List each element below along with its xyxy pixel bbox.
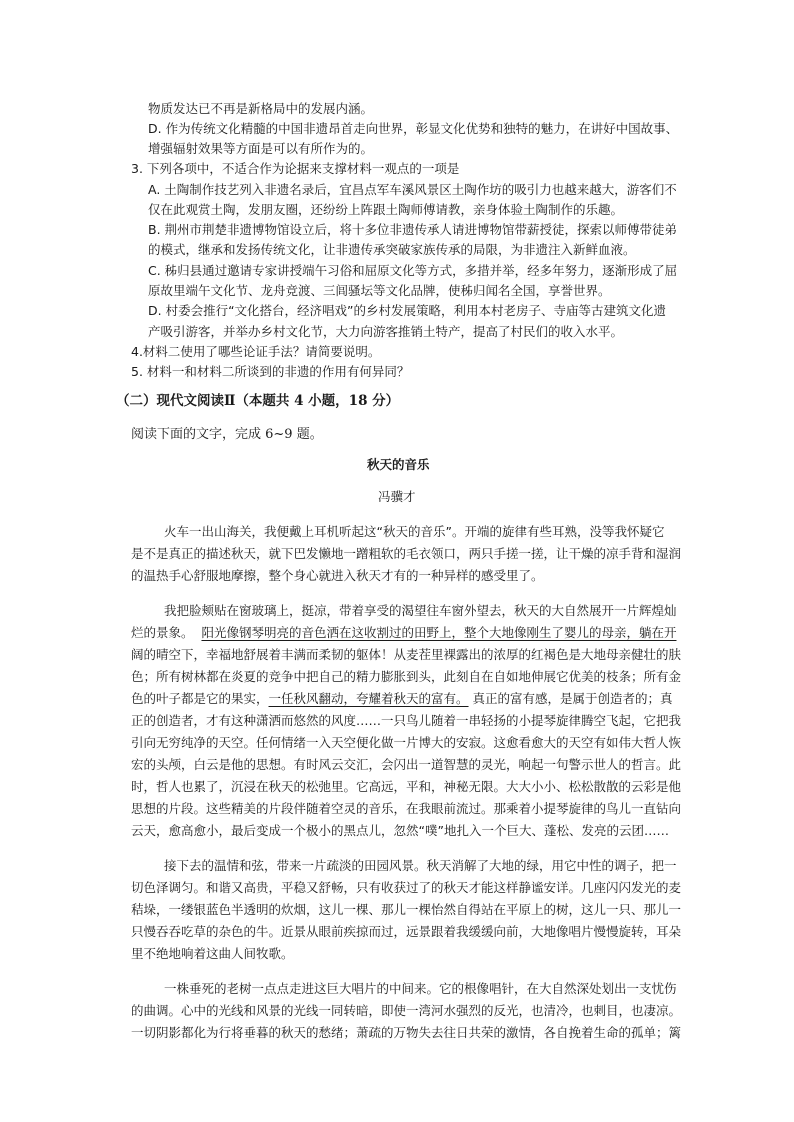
- article-title: 秋天的音乐: [367, 457, 430, 472]
- q5-stem: 5. 材料一和材料二所谈到的非遗的作用有何异同？: [131, 364, 410, 379]
- p3-line4: 只慢吞吞吃草的杂色的牛。近景从眼前疾掠而过，远景跟着我缓缓向前，大地像唱片慢慢旋转，耳朵: [131, 924, 682, 939]
- p4-line1: 一株垂死的老树一点点走进这巨大唱片的中间来。它的根像唱针，在大自然深处划出一支忧伤: [164, 981, 677, 996]
- reading-instruction: 阅读下面的文字，完成 6~9 题。: [131, 427, 323, 442]
- q3-option-d-line2: 产吸引游客，并举办乡村文化节，大力向游客推销土特产，提高了村民们的收入水平。: [148, 324, 624, 339]
- p1-line2: 是不是真正的描述秋天，就下巴发懒地一蹭粗软的毛衣领口，两只手搓一搓，让干燥的凉手背和湿润: [131, 546, 682, 561]
- p2-underlined-sentence-start: 阳光像钢琴明亮的音色洒在这收割过的田野上，整个大地像刚生了婴儿的母亲，躺在开: [201, 625, 677, 640]
- p2-line10: 思想的片段。这些精美的片段伴随着空灵的音乐，在我眼前流过。那乘着小提琴旋律的鸟儿一直钻向: [131, 801, 682, 816]
- q3-option-c-line2: 原故里端午文化节、龙舟竞渡、三闾骚坛等文化品牌，使秭归闻名全国，享誉世界。: [148, 283, 611, 298]
- p3-line1: 接下去的温情和弦，带来一片疏淡的田园风景。秋天消解了大地的绿，用它中性的调子，把一: [164, 858, 677, 873]
- q3-option-a-line1: A. 土陶制作技艺列入非遗名录后，宜昌点军车溪风景区土陶作坊的吸引力也越来越大，游客们不: [148, 182, 677, 197]
- p2-line6: 正的创造者，才有这种潇洒而悠然的风度……一只鸟儿随着一串轻扬的小提琴旋律腾空飞起，它把我: [131, 713, 682, 728]
- q3-option-b-line1: B. 荆州市荆楚非遗博物馆设立后，将十多位非遗传承人请进博物馆带薪授徒，探索以师傅带徒弟: [148, 222, 678, 237]
- p2-line2: [131, 625, 676, 641]
- p2-underlined-phrase: 一任秋风翻动，夸耀着秋天的富有。: [268, 691, 469, 706]
- q4-stem: 4.材料二使用了哪些论证手法？请简要说明。: [131, 344, 381, 359]
- p2-line2-lead: 烂的景象。: [131, 625, 194, 640]
- p2-line8: 宏的头颅，白云是他的思想。有时风云交汇，会闪出一道智慧的灵光，响起一句警示世人的哲言。此: [131, 757, 682, 772]
- section-heading: （二）现代文阅读Ⅱ（本题共 4 小题，18 分）: [116, 393, 400, 409]
- p2-line5: [131, 691, 673, 707]
- p2-line3: 阔的晴空下，幸福地舒展着丰满而柔韧的躯体！从麦茬里裸露出的浓厚的红褐色是大地母亲健壮的肤: [131, 647, 682, 662]
- p2-line11: 云天，愈高愈小，最后变成一个极小的黑点儿，忽然“噗”地扎入一个巨大、蓬松、发亮的云团……: [131, 823, 669, 838]
- p2-line5-tail: 真正的富有感，是属于创造者的；真: [472, 691, 673, 706]
- q3-option-b-line2: 的模式，继承和发扬传统文化，让非遗传承突破家族传承的局限，为非遗注入新鲜血液。: [148, 242, 636, 257]
- p1-line3: 的温热手心舒服地摩擦，整个身心就进入秋天才有的一种异样的感受里了。: [131, 568, 544, 583]
- p4-line2: 的曲调。心中的光线和风景的光线一同转暗，即使一湾河水强烈的反光，也清冷，也刺目，也凄凉。: [131, 1003, 682, 1018]
- p2-line1: 我把脸颊贴在窗玻璃上，挺凉，带着享受的渴望往车窗外望去，秋天的大自然展开一片辉煌灿: [164, 603, 677, 618]
- p2-line7: 引向无穷纯净的天空。任何情绪一入天空便化做一片博大的安寂。这愈看愈大的天空有如伟大哲人恢: [131, 735, 682, 750]
- p1-line1: 火车一出山海关，我便戴上耳机听起这“秋天的音乐”。开端的旋律有些耳熟，没等我怀疑它: [164, 524, 665, 539]
- p4-line3: 一切阴影都化为行将垂暮的秋天的愁绪；萧疏的万物失去往日共荣的激情，各自挽着生命的孤单；篱: [131, 1025, 682, 1040]
- p2-line9: 时，哲人也累了，沉浸在秋天的松弛里。它高远，平和，神秘无限。大大小小、松松散散的云彩是他: [131, 779, 682, 794]
- q3-option-d-line1: D. 村委会推行“文化搭台，经济唱戏”的乡村发展策略，利用本村老房子、寺庙等古建筑文化遗: [148, 303, 667, 318]
- q2-option-d-line1: D. 作为传统文化精髓的中国非遗昂首走向世界，彰显文化优势和独特的魅力，在讲好中国故事、: [148, 121, 679, 136]
- p3-line5: 里不绝地响着这曲人间牧歌。: [131, 946, 294, 961]
- p3-line3: 秸垛，一缕银蓝色半透明的炊烟，这儿一棵、那儿一棵怡然自得站在平原上的树，这儿一只、那儿一: [131, 902, 682, 917]
- article-author: 冯骥才: [378, 489, 416, 504]
- p2-line4: 色；所有树林都在炎夏的竞争中把自己的精力膨胀到头，此刻自在自如地伸展它优美的枝条；所有金: [131, 669, 682, 684]
- q2-option-d-line2: 增强辐射效果等方面是可以有所作为的。: [148, 141, 374, 156]
- q3-option-c-line1: C. 秭归县通过邀请专家讲授端午习俗和屈原文化等方式，多措并举，经多年努力，逐渐形成了屈: [148, 263, 678, 278]
- q3-stem: 3. 下列各项中，不适合作为论据来支撑材料一观点的一项是: [131, 161, 460, 176]
- q3-option-a-line2: 仅在此观赏土陶，发朋友圈，还纷纷上阵跟土陶师傅请教，亲身体验土陶制作的乐趣。: [148, 202, 624, 217]
- p2-line5-lead: 色的叶子都是它的果实，: [131, 691, 269, 706]
- q2-tail-line: 物质发达已不再是新格局中的发展内涵。: [148, 101, 374, 116]
- p3-line2: 切色泽调匀。和谐又高贵，平稳又舒畅，只有收获过了的秋天才能这样静谧安详。几座闪闪发光的麦: [131, 880, 682, 895]
